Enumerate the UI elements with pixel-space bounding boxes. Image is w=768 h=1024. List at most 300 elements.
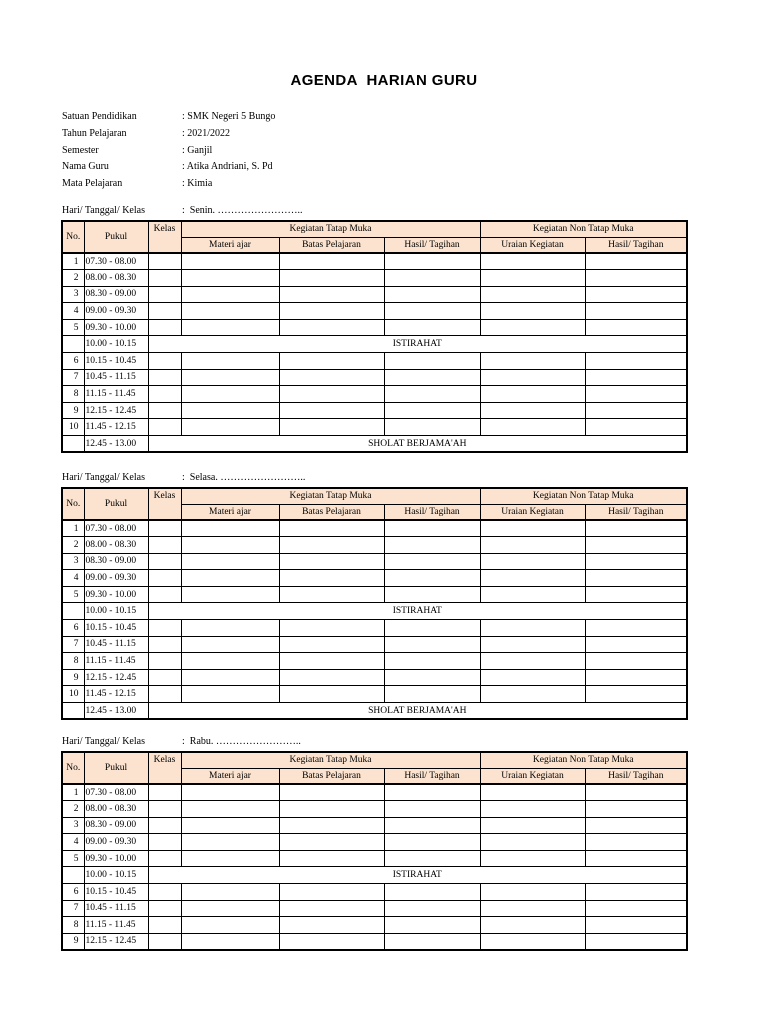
row-time: 10.45 - 11.15	[84, 636, 148, 653]
row-number: 2	[62, 270, 84, 287]
cell-batas-pelajaran	[279, 386, 384, 403]
cell-batas-pelajaran	[279, 933, 384, 950]
cell-uraian-kegiatan	[480, 369, 585, 386]
table-row	[62, 353, 687, 370]
cell-materi-ajar	[181, 801, 279, 818]
cell-kelas	[148, 286, 181, 303]
info-row-semester	[62, 143, 275, 160]
cell-hasil-tagihan-non	[585, 270, 687, 287]
row-time: 09.30 - 10.00	[84, 586, 148, 603]
cell-kelas	[148, 586, 181, 603]
table-row	[62, 553, 687, 570]
cell-uraian-kegiatan	[480, 303, 585, 320]
header-pukul: Pukul	[84, 221, 148, 253]
day-label	[62, 205, 303, 216]
row-number: 3	[62, 286, 84, 303]
cell-materi-ajar	[181, 369, 279, 386]
cell-batas-pelajaran	[279, 850, 384, 867]
row-number: 6	[62, 353, 84, 370]
cell-batas-pelajaran	[279, 369, 384, 386]
info-label: Satuan Pendidikan	[62, 111, 137, 122]
row-time: 08.30 - 09.00	[84, 286, 148, 303]
header-hasil-tagihan: Hasil/ Tagihan	[384, 768, 480, 784]
row-time: 11.45 - 12.15	[84, 686, 148, 703]
cell-materi-ajar	[181, 353, 279, 370]
row-time: 10.00 - 10.15	[84, 336, 148, 353]
cell-batas-pelajaran	[279, 686, 384, 703]
cell-materi-ajar	[181, 784, 279, 801]
cell-batas-pelajaran	[279, 669, 384, 686]
cell-uraian-kegiatan	[480, 253, 585, 270]
cell-hasil-tagihan	[384, 686, 480, 703]
table-row	[62, 917, 687, 934]
cell-uraian-kegiatan	[480, 801, 585, 818]
row-time: 09.30 - 10.00	[84, 850, 148, 867]
header-pukul: Pukul	[84, 488, 148, 520]
cell-kelas	[148, 784, 181, 801]
cell-kelas	[148, 686, 181, 703]
cell-hasil-tagihan-non	[585, 286, 687, 303]
table-row	[62, 669, 687, 686]
cell-uraian-kegiatan	[480, 636, 585, 653]
cell-kelas	[148, 520, 181, 537]
row-number	[62, 703, 84, 720]
row-number: 5	[62, 586, 84, 603]
header-no: No.	[62, 752, 84, 784]
cell-materi-ajar	[181, 620, 279, 637]
header-uraian-kegiatan: Uraian Kegiatan	[480, 768, 585, 784]
day-label	[62, 736, 301, 747]
cell-kelas	[148, 917, 181, 934]
table-row	[62, 686, 687, 703]
row-time: 11.15 - 11.45	[84, 653, 148, 670]
cell-materi-ajar	[181, 253, 279, 270]
table-row	[62, 620, 687, 637]
row-number: 7	[62, 900, 84, 917]
row-number	[62, 436, 84, 453]
agenda-table	[61, 487, 688, 720]
cell-batas-pelajaran	[279, 784, 384, 801]
break-cell: ISTIRAHAT	[148, 867, 687, 884]
cell-hasil-tagihan-non	[585, 653, 687, 670]
cell-uraian-kegiatan	[480, 884, 585, 901]
row-number: 6	[62, 620, 84, 637]
row-time: 09.30 - 10.00	[84, 319, 148, 336]
cell-batas-pelajaran	[279, 537, 384, 554]
cell-kelas	[148, 303, 181, 320]
info-value: : 2021/2022	[182, 127, 231, 139]
header-materi-ajar: Materi ajar	[181, 504, 279, 520]
table-row	[62, 537, 687, 554]
cell-batas-pelajaran	[279, 636, 384, 653]
cell-materi-ajar	[181, 586, 279, 603]
header-uraian-kegiatan: Uraian Kegiatan	[480, 237, 585, 253]
cell-batas-pelajaran	[279, 353, 384, 370]
cell-uraian-kegiatan	[480, 419, 585, 436]
cell-batas-pelajaran	[279, 620, 384, 637]
cell-hasil-tagihan	[384, 303, 480, 320]
cell-kelas	[148, 386, 181, 403]
info-value: : SMK Negeri 5 Bungo	[182, 111, 276, 122]
header-tatap-muka: Kegiatan Tatap Muka	[181, 488, 480, 504]
cell-uraian-kegiatan	[480, 537, 585, 554]
cell-uraian-kegiatan	[480, 933, 585, 950]
cell-batas-pelajaran	[279, 286, 384, 303]
cell-materi-ajar	[181, 669, 279, 686]
cell-uraian-kegiatan	[480, 353, 585, 370]
cell-hasil-tagihan	[384, 653, 480, 670]
cell-uraian-kegiatan	[480, 669, 585, 686]
cell-hasil-tagihan-non	[585, 353, 687, 370]
cell-kelas	[148, 419, 181, 436]
cell-kelas	[148, 402, 181, 419]
cell-hasil-tagihan-non	[585, 801, 687, 818]
cell-materi-ajar	[181, 834, 279, 851]
row-number: 9	[62, 669, 84, 686]
cell-batas-pelajaran	[279, 570, 384, 587]
row-number: 7	[62, 636, 84, 653]
header-non-tatap-muka: Kegiatan Non Tatap Muka	[480, 221, 687, 237]
table-row	[62, 801, 687, 818]
table-row	[62, 834, 687, 851]
cell-kelas	[148, 933, 181, 950]
table-row	[62, 386, 687, 403]
cell-materi-ajar	[181, 817, 279, 834]
row-time: 08.30 - 09.00	[84, 817, 148, 834]
cell-kelas	[148, 884, 181, 901]
row-time: 11.15 - 11.45	[84, 386, 148, 403]
cell-kelas	[148, 270, 181, 287]
cell-batas-pelajaran	[279, 817, 384, 834]
cell-hasil-tagihan-non	[585, 369, 687, 386]
page-title: AGENDA HARIAN GURU	[290, 72, 478, 89]
row-time: 07.30 - 08.00	[84, 520, 148, 537]
day-label-text: Hari/ Tanggal/ Kelas	[62, 205, 145, 216]
row-time: 12.45 - 13.00	[84, 703, 148, 720]
row-time: 08.00 - 08.30	[84, 270, 148, 287]
row-time: 11.15 - 11.45	[84, 917, 148, 934]
teacher-info	[62, 109, 275, 193]
cell-hasil-tagihan	[384, 900, 480, 917]
cell-uraian-kegiatan	[480, 653, 585, 670]
cell-uraian-kegiatan	[480, 386, 585, 403]
table-row	[62, 286, 687, 303]
row-time: 12.15 - 12.45	[84, 402, 148, 419]
cell-hasil-tagihan-non	[585, 884, 687, 901]
table-row	[62, 586, 687, 603]
table-row	[62, 900, 687, 917]
break-cell: SHOLAT BERJAMA'AH	[148, 436, 687, 453]
header-batas-pelajaran: Batas Pelajaran	[279, 768, 384, 784]
header-materi-ajar: Materi ajar	[181, 768, 279, 784]
table-row	[62, 369, 687, 386]
cell-hasil-tagihan	[384, 253, 480, 270]
table-row	[62, 253, 687, 270]
row-number: 2	[62, 801, 84, 818]
cell-batas-pelajaran	[279, 520, 384, 537]
cell-materi-ajar	[181, 884, 279, 901]
row-number: 1	[62, 253, 84, 270]
cell-hasil-tagihan	[384, 570, 480, 587]
table-row	[62, 336, 687, 353]
cell-kelas	[148, 570, 181, 587]
cell-hasil-tagihan	[384, 553, 480, 570]
row-time: 08.00 - 08.30	[84, 801, 148, 818]
cell-hasil-tagihan-non	[585, 520, 687, 537]
cell-hasil-tagihan	[384, 419, 480, 436]
cell-kelas	[148, 653, 181, 670]
cell-hasil-tagihan	[384, 933, 480, 950]
cell-hasil-tagihan	[384, 801, 480, 818]
row-number: 5	[62, 319, 84, 336]
info-label: Mata Pelajaran	[62, 178, 123, 190]
cell-batas-pelajaran	[279, 834, 384, 851]
row-time: 10.45 - 11.15	[84, 900, 148, 917]
row-time: 12.15 - 12.45	[84, 669, 148, 686]
cell-hasil-tagihan-non	[585, 419, 687, 436]
row-time: 09.00 - 09.30	[84, 303, 148, 320]
cell-materi-ajar	[181, 386, 279, 403]
row-number: 4	[62, 834, 84, 851]
cell-materi-ajar	[181, 286, 279, 303]
cell-hasil-tagihan-non	[585, 253, 687, 270]
cell-materi-ajar	[181, 537, 279, 554]
cell-hasil-tagihan	[384, 386, 480, 403]
cell-uraian-kegiatan	[480, 520, 585, 537]
cell-hasil-tagihan	[384, 537, 480, 554]
table-row	[62, 436, 687, 453]
row-time: 12.45 - 13.00	[84, 436, 148, 453]
row-time: 10.15 - 10.45	[84, 884, 148, 901]
table-row	[62, 303, 687, 320]
row-number: 1	[62, 784, 84, 801]
cell-kelas	[148, 900, 181, 917]
table-row	[62, 270, 687, 287]
header-hasil-tagihan-non: Hasil/ Tagihan	[585, 504, 687, 520]
table-row	[62, 419, 687, 436]
header-hasil-tagihan-non: Hasil/ Tagihan	[585, 237, 687, 253]
table-row	[62, 933, 687, 950]
table-row	[62, 402, 687, 419]
cell-uraian-kegiatan	[480, 850, 585, 867]
table-row	[62, 703, 687, 720]
row-time: 08.30 - 09.00	[84, 553, 148, 570]
cell-hasil-tagihan-non	[585, 933, 687, 950]
table-row	[62, 884, 687, 901]
header-materi-ajar: Materi ajar	[181, 237, 279, 253]
cell-kelas	[148, 353, 181, 370]
cell-uraian-kegiatan	[480, 553, 585, 570]
header-kelas: Kelas	[148, 752, 181, 784]
cell-kelas	[148, 319, 181, 336]
row-time: 09.00 - 09.30	[84, 834, 148, 851]
cell-hasil-tagihan	[384, 850, 480, 867]
info-label: Nama Guru	[62, 161, 109, 173]
table-row	[62, 603, 687, 620]
cell-hasil-tagihan-non	[585, 834, 687, 851]
cell-uraian-kegiatan	[480, 270, 585, 287]
cell-hasil-tagihan	[384, 917, 480, 934]
row-number: 10	[62, 419, 84, 436]
cell-hasil-tagihan	[384, 636, 480, 653]
cell-uraian-kegiatan	[480, 834, 585, 851]
info-row-teacher	[62, 159, 275, 176]
row-time: 10.00 - 10.15	[84, 867, 148, 884]
row-time: 07.30 - 08.00	[84, 253, 148, 270]
info-row-subject	[62, 176, 275, 193]
cell-batas-pelajaran	[279, 270, 384, 287]
cell-hasil-tagihan-non	[585, 586, 687, 603]
cell-materi-ajar	[181, 402, 279, 419]
day-label-text: Hari/ Tanggal/ Kelas	[62, 736, 145, 747]
row-number: 1	[62, 520, 84, 537]
cell-materi-ajar	[181, 570, 279, 587]
row-number: 3	[62, 817, 84, 834]
row-number: 8	[62, 653, 84, 670]
cell-hasil-tagihan-non	[585, 386, 687, 403]
cell-hasil-tagihan-non	[585, 620, 687, 637]
row-number: 8	[62, 386, 84, 403]
day-label	[62, 472, 305, 483]
cell-batas-pelajaran	[279, 553, 384, 570]
cell-materi-ajar	[181, 653, 279, 670]
cell-uraian-kegiatan	[480, 817, 585, 834]
day-label-value: : Rabu. ……………………..	[182, 736, 301, 747]
cell-hasil-tagihan	[384, 834, 480, 851]
cell-uraian-kegiatan	[480, 784, 585, 801]
day-label-value: : Senin. ……………………..	[182, 205, 303, 216]
cell-hasil-tagihan-non	[585, 686, 687, 703]
row-time: 07.30 - 08.00	[84, 784, 148, 801]
row-time: 08.00 - 08.30	[84, 537, 148, 554]
cell-kelas	[148, 669, 181, 686]
cell-hasil-tagihan	[384, 817, 480, 834]
info-value: : Atika Andriani, S. Pd	[182, 161, 273, 173]
table-row	[62, 850, 687, 867]
cell-kelas	[148, 253, 181, 270]
cell-materi-ajar	[181, 553, 279, 570]
cell-batas-pelajaran	[279, 319, 384, 336]
break-cell: SHOLAT BERJAMA'AH	[148, 703, 687, 720]
table-row	[62, 636, 687, 653]
cell-batas-pelajaran	[279, 884, 384, 901]
break-cell: ISTIRAHAT	[148, 336, 687, 353]
cell-materi-ajar	[181, 319, 279, 336]
row-number: 2	[62, 537, 84, 554]
table-row	[62, 520, 687, 537]
cell-hasil-tagihan-non	[585, 537, 687, 554]
cell-materi-ajar	[181, 270, 279, 287]
row-time: 09.00 - 09.30	[84, 570, 148, 587]
info-value: : Ganjil	[182, 144, 213, 156]
info-row-year	[62, 126, 275, 143]
day-label-value: : Selasa. ……………………..	[182, 472, 306, 483]
cell-uraian-kegiatan	[480, 319, 585, 336]
row-number: 5	[62, 850, 84, 867]
cell-uraian-kegiatan	[480, 570, 585, 587]
header-kelas: Kelas	[148, 221, 181, 253]
info-label: Tahun Pelajaran	[62, 127, 127, 139]
row-number: 9	[62, 933, 84, 950]
row-number	[62, 336, 84, 353]
header-batas-pelajaran: Batas Pelajaran	[279, 504, 384, 520]
table-row	[62, 867, 687, 884]
cell-hasil-tagihan-non	[585, 917, 687, 934]
cell-hasil-tagihan-non	[585, 850, 687, 867]
table-row	[62, 570, 687, 587]
cell-hasil-tagihan-non	[585, 784, 687, 801]
cell-hasil-tagihan	[384, 319, 480, 336]
row-time: 10.15 - 10.45	[84, 620, 148, 637]
cell-hasil-tagihan	[384, 520, 480, 537]
cell-kelas	[148, 553, 181, 570]
info-row-school	[62, 109, 275, 126]
header-tatap-muka: Kegiatan Tatap Muka	[181, 221, 480, 237]
row-number: 10	[62, 686, 84, 703]
cell-uraian-kegiatan	[480, 900, 585, 917]
row-time: 12.15 - 12.45	[84, 933, 148, 950]
info-label: Semester	[62, 144, 99, 156]
row-number	[62, 603, 84, 620]
cell-uraian-kegiatan	[480, 402, 585, 419]
cell-kelas	[148, 369, 181, 386]
cell-hasil-tagihan-non	[585, 553, 687, 570]
day-label-text: Hari/ Tanggal/ Kelas	[62, 472, 145, 483]
header-kelas: Kelas	[148, 488, 181, 520]
cell-materi-ajar	[181, 933, 279, 950]
row-number: 7	[62, 369, 84, 386]
header-pukul: Pukul	[84, 752, 148, 784]
cell-materi-ajar	[181, 900, 279, 917]
header-hasil-tagihan: Hasil/ Tagihan	[384, 237, 480, 253]
header-non-tatap-muka: Kegiatan Non Tatap Muka	[480, 488, 687, 504]
cell-kelas	[148, 834, 181, 851]
cell-uraian-kegiatan	[480, 586, 585, 603]
cell-materi-ajar	[181, 636, 279, 653]
header-batas-pelajaran: Batas Pelajaran	[279, 237, 384, 253]
table-row	[62, 653, 687, 670]
cell-hasil-tagihan	[384, 784, 480, 801]
cell-uraian-kegiatan	[480, 286, 585, 303]
row-time: 10.45 - 11.15	[84, 369, 148, 386]
cell-batas-pelajaran	[279, 917, 384, 934]
row-number: 4	[62, 303, 84, 320]
row-number	[62, 867, 84, 884]
agenda-table	[61, 751, 688, 951]
header-hasil-tagihan-non: Hasil/ Tagihan	[585, 768, 687, 784]
cell-hasil-tagihan-non	[585, 319, 687, 336]
cell-hasil-tagihan	[384, 286, 480, 303]
header-uraian-kegiatan: Uraian Kegiatan	[480, 504, 585, 520]
row-number: 4	[62, 570, 84, 587]
cell-hasil-tagihan	[384, 369, 480, 386]
cell-hasil-tagihan	[384, 402, 480, 419]
cell-batas-pelajaran	[279, 253, 384, 270]
header-tatap-muka: Kegiatan Tatap Muka	[181, 752, 480, 768]
cell-materi-ajar	[181, 303, 279, 320]
cell-hasil-tagihan	[384, 669, 480, 686]
cell-hasil-tagihan-non	[585, 636, 687, 653]
cell-hasil-tagihan-non	[585, 900, 687, 917]
row-number: 3	[62, 553, 84, 570]
cell-batas-pelajaran	[279, 303, 384, 320]
info-value: : Kimia	[182, 178, 213, 190]
cell-hasil-tagihan	[384, 353, 480, 370]
cell-batas-pelajaran	[279, 402, 384, 419]
row-time: 11.45 - 12.15	[84, 419, 148, 436]
cell-kelas	[148, 817, 181, 834]
cell-uraian-kegiatan	[480, 620, 585, 637]
